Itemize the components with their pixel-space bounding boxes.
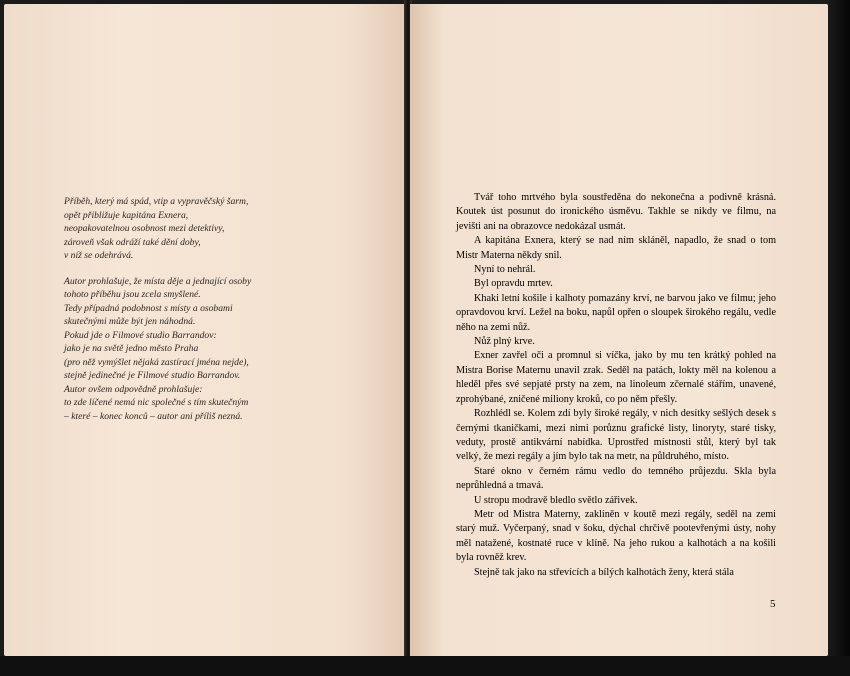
paragraph: Tvář toho mrtvého byla soustředěna do nekonečna a podivně krásná. Koutek úst posunut do ironického úsměvu. Takhle se nikdy ve filmu, na jevišti ani na obrazovce nedokázal usmát. [456, 192, 776, 232]
blurb-text [64, 195, 364, 423]
blurb-line: (pro něž vymýšlet nějaká zastírací jména nejde), [64, 356, 249, 368]
paragraph: Rozhlédl se. Kolem zdí byly široké regály, v nich desítky sešlých desek s černými tkaničkami, mezi nimi porůznu grafické listy, linoryty, staré tisky, veduty, prostě antikvární nabídka. Uprostřed místnosti stůl, který byl tak velký, že mezi regály a jím bylo tak na metr, na půldruhého, místo. [456, 408, 776, 463]
body-text [456, 191, 776, 580]
paragraph: Nyní to nehrál. [474, 264, 536, 276]
blurb-line: tohoto příběhu jsou zcela smyšlené. [64, 289, 201, 300]
page-number: 5 [770, 598, 776, 610]
paragraph: Byl opravdu mrtev. [474, 278, 553, 290]
blurb-line: Autor prohlašuje, že místa děje a jednající osoby [64, 275, 252, 287]
paragraph: Metr od Mistra Materny, zaklíněn v koutě mezi regály, seděl na zemi starý muž. Vyčerpaný, snad v šoku, dýchal chrčivě pootevřenými ústy, nohy měl natažené, kostnaté ruce v klíně. Na jeho rukou a kalhotách a na košili byla rovněž krev. [456, 508, 776, 564]
blurb-line: jako je na světě jedno město Praha [64, 343, 199, 354]
blurb-line: Pokud jde o Filmové studio Barrandov: [64, 329, 217, 341]
blurb-line: v níž se odehrává. [64, 250, 134, 261]
blurb-paragraph-2 [64, 275, 364, 424]
paragraph: Exner zavřel oči a promnul si víčka, jako by mu ten krátký pohled na Mistra Borise Maternu unavil zrak. Seděl na patách, lokty měl na kolenou a hleděl přes své sepjaté prsty na zem, na linoleum zčernalé stářím, unavené, zprohýbané, zničené miliony kroků, co po něm přešly. [456, 350, 776, 405]
blurb-line: stejně jedinečné je Filmové studio Barrandov. [64, 370, 241, 381]
book-bottom-edge [0, 656, 850, 676]
blurb-line: Autor ovšem odpovědně prohlašuje: [64, 383, 203, 395]
blurb-line: zároveň však odráží také dění doby, [64, 236, 201, 248]
book-edge [828, 0, 850, 676]
paragraph: Nůž plný krve. [474, 336, 535, 348]
paragraph: Stejně tak jako na střevících a bílých kalhotách ženy, která stála [474, 566, 734, 578]
blurb-line: – které – konec konců – autor ani příliš nezná. [64, 410, 243, 422]
paragraph: Khaki letní košile i kalhoty pomazány krví, ne barvou jako ve filmu; jeho opravdovou krví. Ležel na boku, napůl opřen o sloupek širokého regálu, vedle něho na zemi nůž. [456, 292, 776, 333]
blurb-line: opět přibližuje kapitána Exnera, [64, 209, 189, 221]
blurb-paragraph-1 [64, 195, 364, 263]
blurb-line: to zde líčené nemá nic společné s tím skutečným [64, 397, 249, 408]
paragraph: A kapitána Exnera, který se nad ním skláněl, napadlo, že snad o tom Mistr Materna někdy snil. [456, 235, 776, 261]
blurb-line: neopakovatelnou osobnost mezi detektivy, [64, 223, 225, 234]
paragraph: Staré okno v černém rámu vedlo do temného průjezdu. Skla byla neprůhledná a tmavá. [456, 465, 776, 492]
blurb-line: Tedy případná podobnost s místy a osobami [64, 302, 233, 314]
blurb-line: Příběh, který má spád, vtip a vypravěčský šarm, [64, 196, 249, 207]
paragraph: U stropu modravě bledlo světlo zářivek. [474, 494, 638, 506]
left-page [4, 4, 406, 656]
blurb-line: skutečnými může být jen náhodná. [64, 316, 196, 327]
